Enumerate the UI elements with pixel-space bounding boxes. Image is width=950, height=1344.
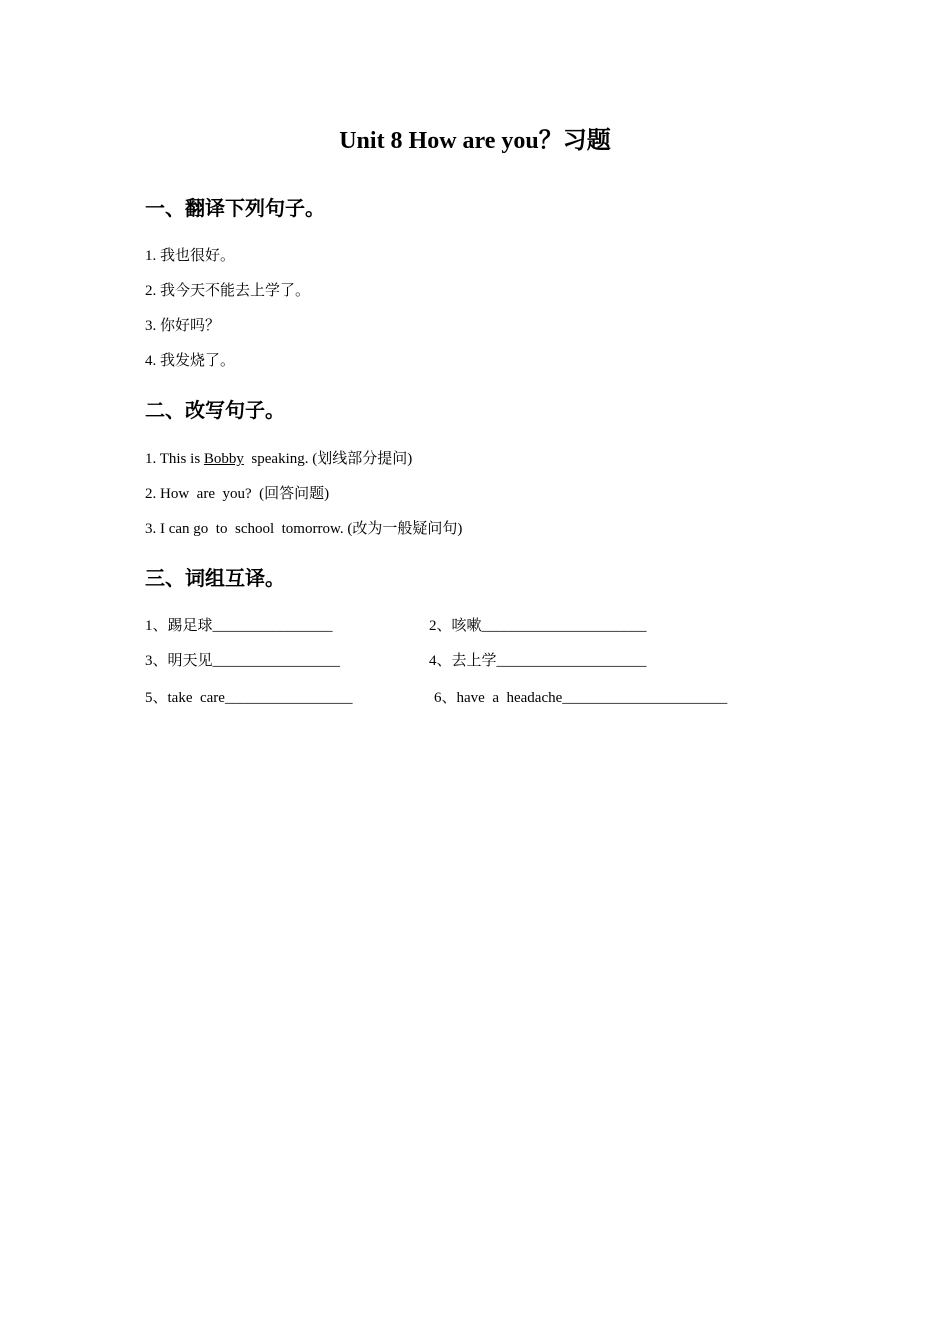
section-3-heading: 三、词组互译。 xyxy=(145,566,285,590)
phrase-item-4: 4、去上学____________________ xyxy=(429,653,647,669)
page-title: Unit 8 How are you？习题 xyxy=(339,128,611,154)
rewrite-item-1 xyxy=(145,448,412,470)
phrase-item-5: 5、take care_________________ xyxy=(145,690,353,706)
rewrite-item-1-post: speaking. (划线部分提问) xyxy=(243,451,413,467)
section-1-heading: 一、翻译下列句子。 xyxy=(145,196,325,220)
phrase-item-6: 6、have a headache______________________ xyxy=(434,690,728,706)
translate-item-3: 3. 你好吗？ xyxy=(145,318,221,334)
rewrite-item-3: 3. I can go to school tomorrow. (改为一般疑问句) xyxy=(145,521,463,537)
translate-item-4: 4. 我发烧了。 xyxy=(145,353,236,369)
rewrite-item-1-pre: 1. This is xyxy=(145,451,204,467)
phrase-item-1: 1、踢足球________________ xyxy=(145,618,333,634)
phrase-item-3: 3、明天见_________________ xyxy=(145,653,341,669)
phrase-item-2: 2、咳嗽______________________ xyxy=(429,618,647,634)
rewrite-item-2: 2. How are you? (回答问题) xyxy=(145,486,330,502)
section-2-heading: 二、改写句子。 xyxy=(145,398,285,422)
translate-item-1: 1. 我也很好。 xyxy=(145,248,236,264)
translate-item-2: 2. 我今天不能去上学了。 xyxy=(145,283,311,299)
underlined-word: Bobby xyxy=(203,451,244,467)
